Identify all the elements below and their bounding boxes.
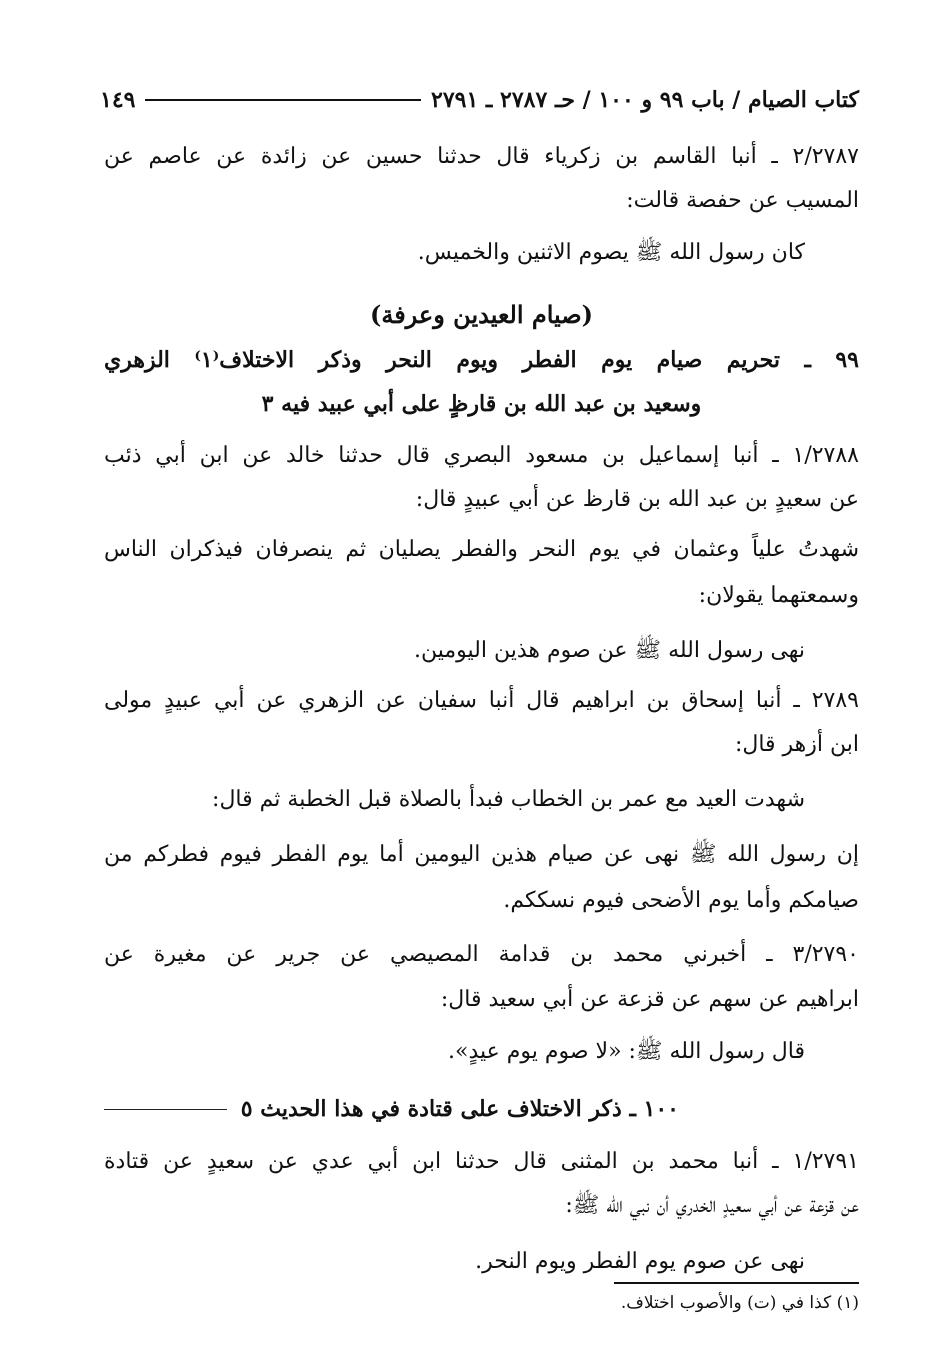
- hadith-2791-line-1: ١/٢٧٩١ ـ أنبا محمد بن المثنى قال حدثنا ابن أبي عدي عن سعيدٍ عن قتادة: [104, 1149, 859, 1174]
- hadith-2789-line-2: ابن أزهر قال:: [734, 732, 859, 757]
- hadith-2788-matn-line-1: شهدتُ علياً وعثمان في يوم النحر والفطر يصليان ثم ينصرفان فيذكران الناس: [104, 537, 859, 562]
- header-rule: [145, 99, 421, 101]
- page-number: ١٤٩: [100, 87, 136, 113]
- hadith-2791-matn: نهى عن صوم يوم الفطر ويوم النحر.: [475, 1249, 805, 1274]
- running-header: [100, 80, 859, 120]
- hadith-2790-matn: قال رسول الله ﷺ: «لا صوم يوم عيدٍ».: [448, 1039, 805, 1064]
- hadith-2791-line-2: عن قزعة عن أبي سعيدٍ الخدري أن نبي الله ﷺ:: [565, 1193, 859, 1218]
- hadith-2788-matn-line-2: وسمعتهما يقولان:: [698, 583, 859, 608]
- hadith-2788-matn-line-3: نهى رسول الله ﷺ عن صوم هذين اليومين.: [414, 638, 805, 663]
- chapter-100-rule: [104, 1109, 227, 1110]
- hadith-2790-line-2: ابراهيم عن سهم عن قزعة عن أبي سعيد قال:: [440, 987, 859, 1012]
- hadith-2790-line-1: ٣/٢٧٩٠ ـ أخبرني محمد بن قدامة المصيصي عن جرير عن مغيرة عن: [104, 942, 859, 967]
- footnote: (١) كذا في (ت) والأصوب اختلاف.: [620, 1293, 859, 1313]
- chapter-99-title-line-2: وسعيد بن عبد الله بن قارظٍ على أبي عبيد فيه ٣: [261, 391, 702, 417]
- hadith-2789-matn-line-2: إن رسول الله ﷺ نهى عن صيام هذين اليومين أما يوم الفطر فيوم فطركم من: [104, 842, 859, 867]
- hadith-2787-line-1: ٢/٢٧٨٧ ـ أنبا القاسم بن زكرياء قال حدثنا حسين عن زائدة عن عاصم عن: [104, 144, 859, 169]
- running-header-title: كتاب الصيام / باب ٩٩ و ١٠٠ / حـ ٢٧٨٧ ـ ٢٧٩١: [431, 87, 859, 113]
- hadith-2787-line-2: المسيب عن حفصة قالت:: [626, 188, 859, 213]
- hadith-2789-matn-line-1: شهدت العيد مع عمر بن الخطاب فبدأ بالصلاة قبل الخطبة ثم قال:: [212, 787, 805, 812]
- hadith-2788-line-2: عن سعيدٍ بن عبد الله بن قارظ عن أبي عبيدٍ قال:: [415, 487, 859, 512]
- footnote-rule: [614, 1282, 859, 1284]
- chapter-100-title: ١٠٠ ـ ذكر الاختلاف على قتادة في هذا الحديث ٥: [240, 1096, 679, 1122]
- hadith-2789-line-1: ٢٧٨٩ ـ أنبا إسحاق بن ابراهيم قال أنبا سفيان عن الزهري عن أبي عبيدٍ مولى: [104, 688, 859, 713]
- hadith-2787-matn: كان رسول الله ﷺ يصوم الاثنين والخميس.: [417, 240, 805, 265]
- hadith-2789-matn-line-3: صيامكم وأما يوم الأضحى فيوم نسككم.: [503, 888, 859, 913]
- section-heading: (صيام العيدين وعرفة): [369, 300, 594, 329]
- hadith-2788-line-1: ١/٢٧٨٨ ـ أنبا إسماعيل بن مسعود البصري قال حدثنا خالد عن ابن أبي ذئب: [104, 443, 859, 468]
- chapter-100-heading: [104, 1089, 859, 1129]
- chapter-99-title-line-1: ٩٩ ـ تحريم صيام يوم الفطر ويوم النحر وذكر الاختلاف⁽١⁾ الزهري: [104, 347, 859, 373]
